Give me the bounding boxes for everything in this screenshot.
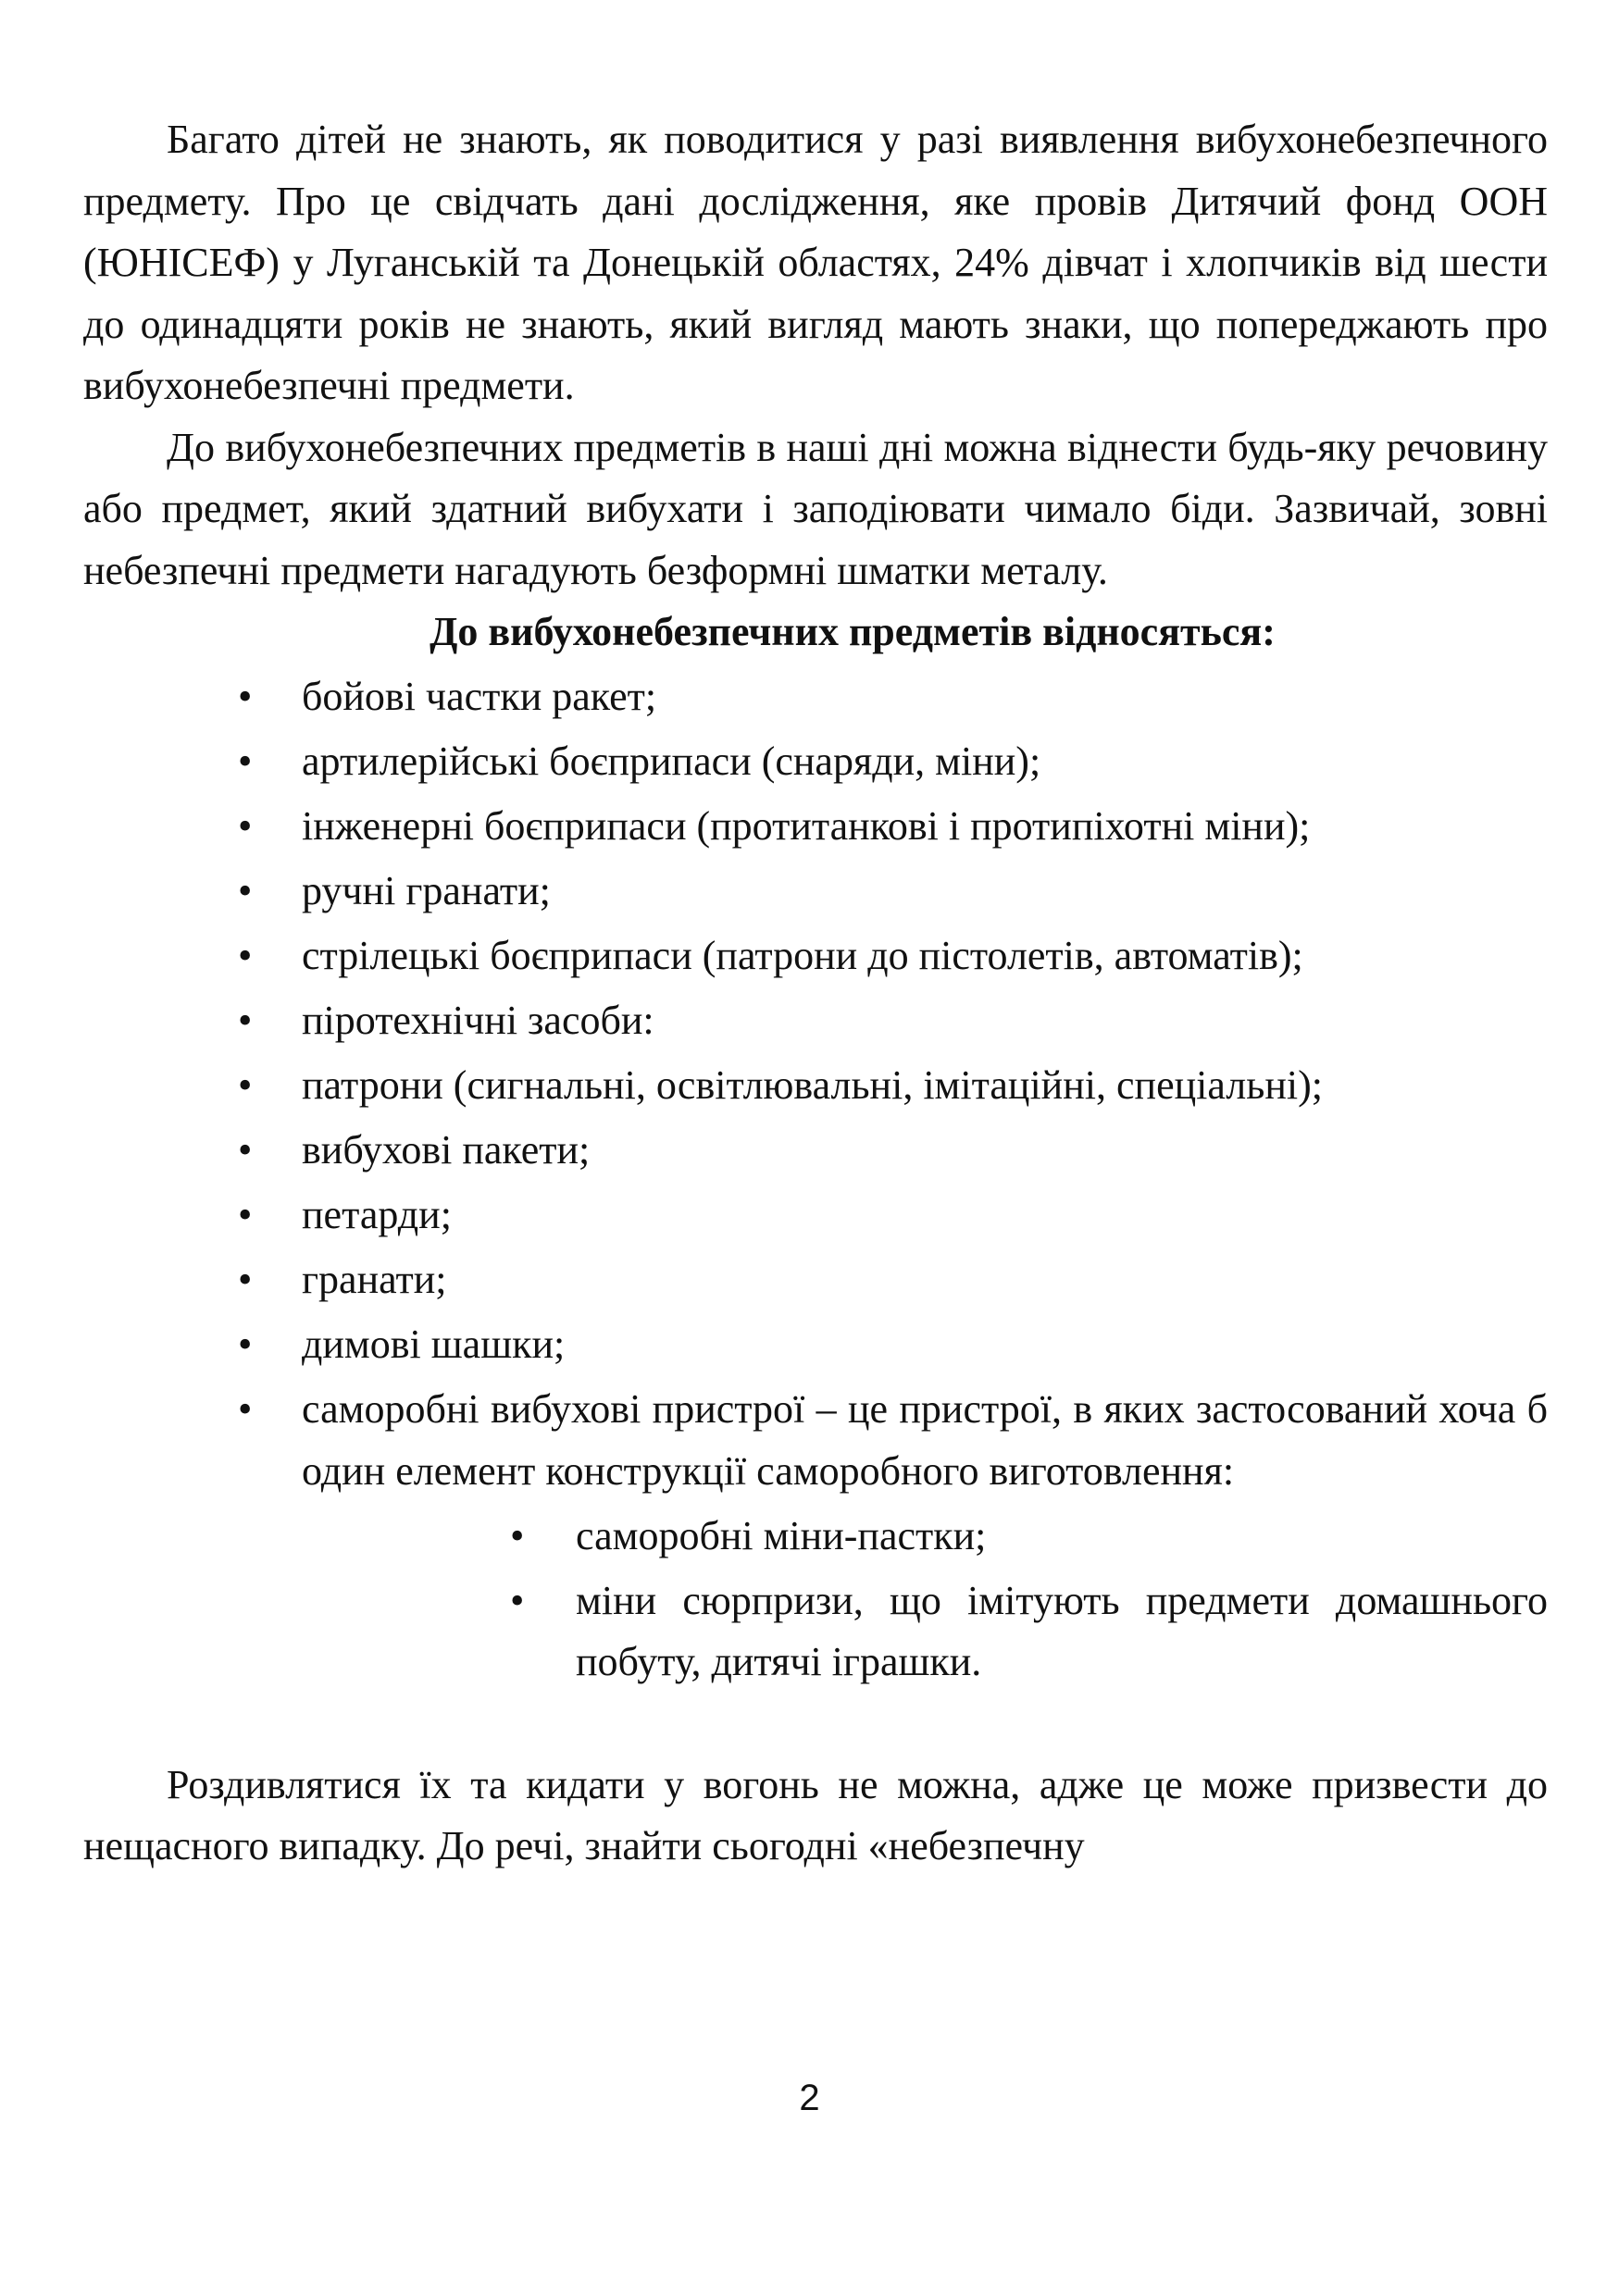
bullet-icon: •: [238, 933, 253, 978]
list-item-text: інженерні боєприпаси (протитанкові і протипіхотні міни);: [302, 803, 1311, 849]
list-item-text: патрони (сигнальні, освітлювальні, імітаційні, спеціальні);: [302, 1062, 1323, 1108]
list-item: [83, 1120, 1548, 1182]
bullet-icon: •: [238, 1322, 253, 1367]
list-item: [83, 1055, 1548, 1117]
list-item-text: артилерійські боєприпаси (снаряди, міни);: [302, 738, 1041, 784]
spacer: [83, 1694, 1548, 1755]
bullet-icon: •: [238, 1062, 253, 1108]
list-item-text: петарди;: [302, 1192, 452, 1237]
paragraph-intro: Багато дітей не знають, як поводитися у разі виявлення вибухонебезпечного предмету. Про це свідчать дані дослідження, яке провів Дитячий фонд ООН (ЮНІСЕФ) у Луганській та Донецькій областях, 24% дівчат і хлопчиків від шести до одинадцяти років не знають, який вигляд мають знаки, що попереджають про вибухонебезпечні предмети.: [83, 117, 1548, 408]
list-item-text: бойові частки ракет;: [302, 674, 657, 719]
list-item-text: гранати;: [302, 1257, 447, 1302]
bullet-icon: •: [510, 1577, 525, 1623]
bullet-icon: •: [238, 1192, 253, 1237]
list-item: [83, 1185, 1548, 1247]
bullet-icon: •: [238, 1386, 253, 1432]
bullet-icon: •: [238, 674, 253, 719]
list-item: [83, 1314, 1548, 1376]
sublist-item: [83, 1570, 1548, 1694]
list-heading: До вибухонебезпечних предметів відносяться:: [430, 609, 1276, 654]
list-item: [83, 861, 1548, 923]
bullet-icon: •: [238, 738, 253, 784]
bullet-icon: •: [238, 998, 253, 1043]
sublist-item-text: міни сюрпризи, що імітують предмети домашнього побуту, дитячі іграшки.: [576, 1577, 1548, 1684]
bullet-icon: •: [238, 1127, 253, 1173]
list-item: [83, 796, 1548, 858]
bullet-icon: •: [238, 1257, 253, 1302]
improvised-devices-sublist: [83, 1506, 1548, 1694]
list-item-text: димові шашки;: [302, 1322, 566, 1367]
sublist-item: [83, 1506, 1548, 1568]
list-item-text: вибухові пакети;: [302, 1127, 591, 1173]
paragraph-warning: Роздивлятися їх та кидати у вогонь не можна, адже це може призвести до нещасного випадку. До речі, знайти сьогодні «небезпечну: [83, 1761, 1548, 1868]
explosive-items-list: [83, 666, 1548, 1502]
page-number: 2: [799, 2078, 820, 2118]
list-item: [83, 1379, 1548, 1502]
page-content: [83, 109, 1548, 1878]
list-item: [83, 731, 1548, 793]
list-item: [83, 925, 1548, 987]
list-item: [83, 1249, 1548, 1311]
list-item-text: піротехнічні засоби:: [302, 998, 654, 1043]
sublist-item-text: саморобні міни-пастки;: [576, 1512, 987, 1558]
list-item-text: саморобні вибухові пристрої – це пристрої, в яких застосований хоча б один елемент конструкції саморобного виготовлення:: [302, 1386, 1548, 1494]
paragraph-definition: До вибухонебезпечних предметів в наші дні можна віднести будь-яку речовину або предмет, який здатний вибухати і заподіювати чимало біди. Зазвичай, зовні небезпечні предмети нагадують безформні шматки металу.: [83, 424, 1548, 593]
list-item-text: стрілецькі боєприпаси (патрони до пістолетів, автоматів);: [302, 933, 1303, 978]
bullet-icon: •: [238, 803, 253, 849]
list-item: [83, 666, 1548, 728]
list-item-text: ручні гранати;: [302, 868, 551, 913]
list-item: [83, 990, 1548, 1052]
bullet-icon: •: [510, 1512, 525, 1558]
bullet-icon: •: [238, 868, 253, 913]
